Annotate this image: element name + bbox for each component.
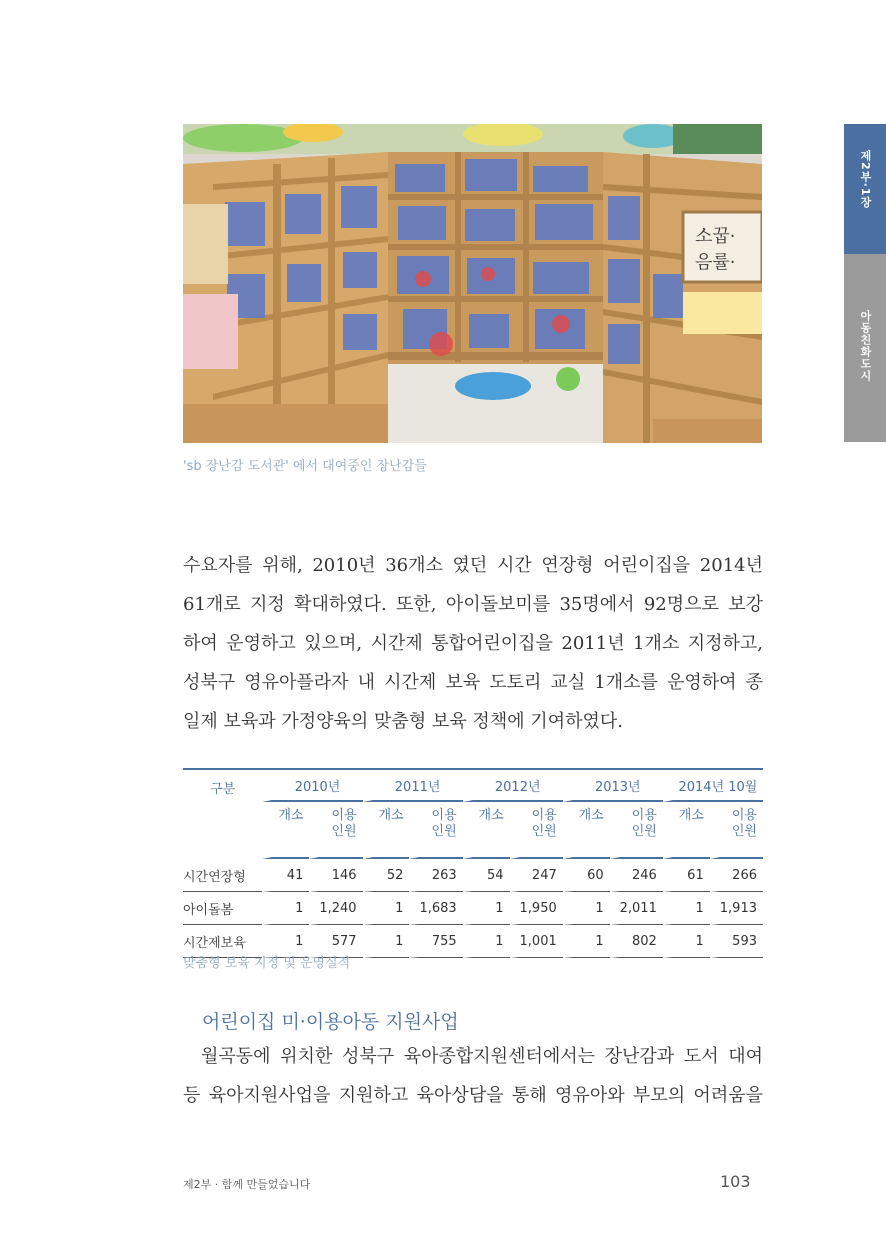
users-subheader: 이용 인원 bbox=[309, 802, 362, 859]
count-subheader: 개소 bbox=[363, 802, 410, 859]
chapter-tab-label: 제2부·1장 bbox=[859, 150, 872, 209]
table-cell: 1,950 bbox=[510, 892, 563, 925]
table-cell: 1 bbox=[563, 892, 610, 925]
users-subheader: 이용 인원 bbox=[510, 802, 563, 859]
section-heading: 어린이집 미·이용아동 지원사업 bbox=[202, 1011, 459, 1033]
body-line: 일제 보육과 가정양육의 맞춤형 보육 정책에 기여하였다. bbox=[183, 711, 623, 732]
count-subheader: 개소 bbox=[663, 802, 710, 859]
table-cell: 146 bbox=[309, 859, 362, 892]
table-cell: 1 bbox=[463, 892, 510, 925]
table-caption: 맞춤형 보육 지정 및 운영실적 bbox=[183, 956, 351, 971]
table-cell: 802 bbox=[610, 925, 663, 958]
body-line: 하여 운영하고 있으며, 시간제 통합어린이집을 2011년 1개소 지정하고, bbox=[183, 633, 763, 654]
users-subheader: 이용 인원 bbox=[710, 802, 763, 859]
section-paragraph bbox=[183, 1037, 763, 1115]
body-line: 수요자를 위해, 2010년 36개소 였던 시간 연장형 어린이집을 2014년 bbox=[183, 555, 763, 576]
table-cell: 1 bbox=[262, 892, 309, 925]
table-cell: 247 bbox=[510, 859, 563, 892]
year-header: 2014년 10월 bbox=[663, 770, 763, 802]
chapter-tab bbox=[844, 124, 886, 254]
table-row bbox=[183, 859, 763, 892]
body-line: 성북구 영유아플라자 내 시간제 보육 도토리 교실 1개소를 운영하여 종 bbox=[183, 672, 763, 693]
chapter-side-tabs bbox=[844, 124, 886, 442]
table-cell: 1 bbox=[663, 925, 710, 958]
year-header: 2012년 bbox=[463, 770, 563, 802]
body-paragraph bbox=[183, 546, 763, 741]
body-line: 등 육아지원사업을 지원하고 육아상담을 통해 영유아와 부모의 어려움을 bbox=[183, 1085, 763, 1106]
section-tab-label: 아동친화도시 bbox=[859, 310, 872, 382]
table-cell: 41 bbox=[262, 859, 309, 892]
table-corner-header: 구분 bbox=[210, 782, 236, 797]
row-label: 시간연장형 bbox=[183, 859, 262, 892]
table-cell: 246 bbox=[610, 859, 663, 892]
page-number: 103 bbox=[720, 1172, 751, 1191]
row-label: 시간제보육 bbox=[183, 925, 262, 958]
users-subheader: 이용 인원 bbox=[610, 802, 663, 859]
count-subheader: 개소 bbox=[262, 802, 309, 859]
table-cell: 1 bbox=[363, 892, 410, 925]
sign-text-1: 소꿉· bbox=[695, 226, 736, 247]
table-cell: 61 bbox=[663, 859, 710, 892]
section-tab bbox=[844, 254, 886, 442]
table-cell: 1,001 bbox=[510, 925, 563, 958]
body-line: 61개로 지정 확대하였다. 또한, 아이돌보미를 35명에서 92명으로 보강 bbox=[183, 594, 763, 615]
footer-section-label: 제2부 · 함께 만들었습니다 bbox=[183, 1178, 311, 1191]
table-cell: 1,913 bbox=[710, 892, 763, 925]
table-cell: 60 bbox=[563, 859, 610, 892]
toy-library-photo bbox=[183, 124, 762, 443]
table-cell: 52 bbox=[363, 859, 410, 892]
table-cell: 1 bbox=[663, 892, 710, 925]
table-cell: 1,240 bbox=[309, 892, 362, 925]
table-cell: 577 bbox=[309, 925, 362, 958]
sign-text-2: 음률· bbox=[695, 252, 736, 273]
table-cell: 1 bbox=[463, 925, 510, 958]
table-cell: 2,011 bbox=[610, 892, 663, 925]
childcare-stats-table-wrap bbox=[183, 768, 763, 958]
table-cell: 1 bbox=[563, 925, 610, 958]
table-cell: 1,683 bbox=[409, 892, 462, 925]
table-row bbox=[183, 892, 763, 925]
table-cell: 266 bbox=[710, 859, 763, 892]
childcare-stats-table bbox=[183, 768, 763, 958]
table-cell: 54 bbox=[463, 859, 510, 892]
year-header: 2011년 bbox=[363, 770, 463, 802]
body-line: 월곡동에 위치한 성북구 육아종합지원센터에서는 장난감과 도서 대여 bbox=[201, 1046, 763, 1067]
row-label: 아이돌봄 bbox=[183, 892, 262, 925]
count-subheader: 개소 bbox=[463, 802, 510, 859]
table-cell: 755 bbox=[409, 925, 462, 958]
table-cell: 1 bbox=[262, 925, 309, 958]
photo-caption: 'sb 장난감 도서관' 에서 대여중인 장난감들 bbox=[183, 459, 427, 474]
table-cell: 593 bbox=[710, 925, 763, 958]
year-header: 2010년 bbox=[262, 770, 362, 802]
year-header: 2013년 bbox=[563, 770, 663, 802]
users-subheader: 이용 인원 bbox=[409, 802, 462, 859]
table-cell: 1 bbox=[363, 925, 410, 958]
table-cell: 263 bbox=[409, 859, 462, 892]
count-subheader: 개소 bbox=[563, 802, 610, 859]
